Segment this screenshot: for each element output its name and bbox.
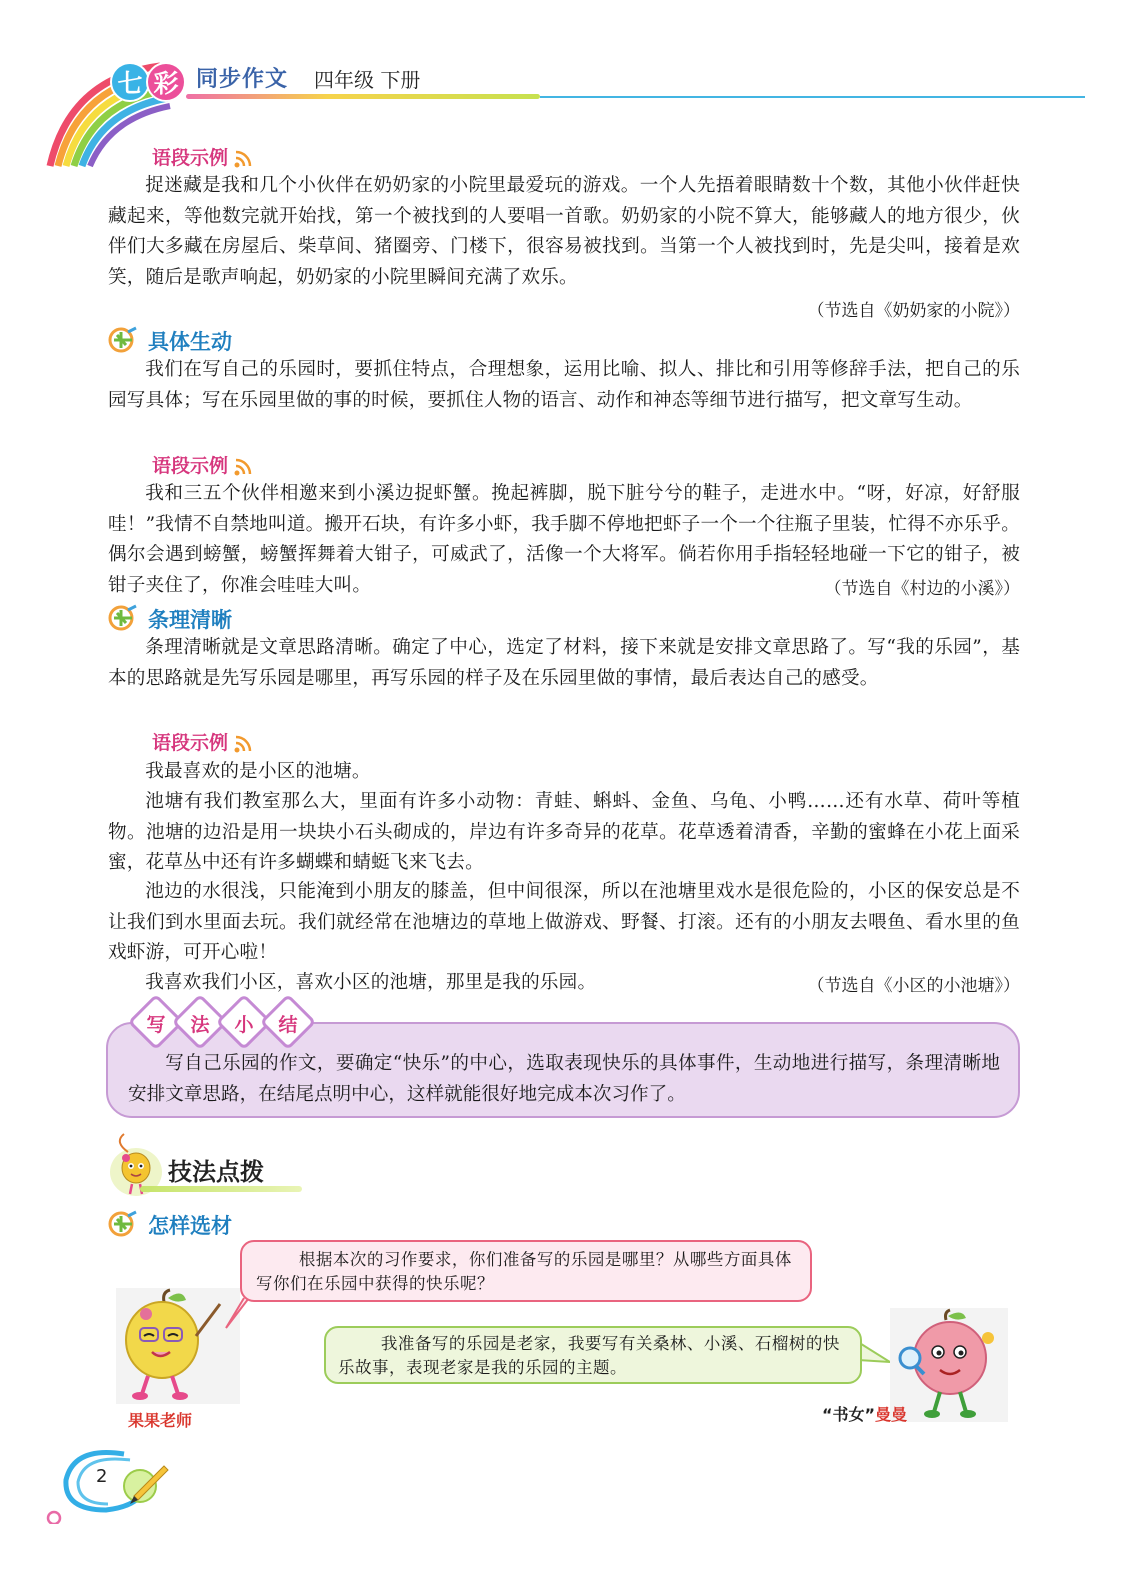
sample-text-2: 我和三五个伙伴相邀来到小溪边捉虾蟹。挽起裤脚，脱下脏兮兮的鞋子，走进水中。“呀，好凉，好舒服哇！”我情不自禁地叫道。搬开石块，有许多小虾，我手脚不停地把虾子一个一个往瓶子里装，忙得不亦乐乎。偶尔会遇到螃蟹，螃蟹挥舞着大钳子，可威武了，活像一个大将军。倘若你用手指轻轻地碰一下它的钳子，被钳子夹住了，你准会哇哇大叫。 <box>108 483 1020 596</box>
section-title-vivid: 具体生动 <box>148 330 232 354</box>
header-rule-blue <box>540 96 1085 98</box>
header-badge-qi: 七 <box>110 62 150 102</box>
header-grade: 四年级 下册 <box>314 68 421 92</box>
header-badge-cai: 彩 <box>146 62 186 102</box>
sample-heading-3 <box>152 728 254 755</box>
student-peach-icon <box>890 1308 1008 1422</box>
section-title-clear: 条理清晰 <box>148 608 232 632</box>
summary-tab-3: 小 <box>234 1014 254 1036</box>
student-name-label <box>822 1402 907 1425</box>
summary-text: 写自己乐园的作文，要确定“快乐”的中心，选取表现快乐的具体事件，生动地进行描写，条理清晰地安排文章思路，在结尾点明中心，这样就能很好地完成本次习作了。 <box>128 1053 1000 1105</box>
sample-text-1: 捉迷藏是我和几个小伙伴在奶奶家的小院里最爱玩的游戏。一个人先捂着眼睛数十个数，其他小伙伴赶快藏起来，等他数完就开始找，第一个被找到的人要唱一首歌。奶奶家的小院不算大，能够藏人的地方很少，伙伴们大多藏在房屋后、柴草间、猪圈旁、门楼下，很容易被找到。当第一个人被找到时，先是尖叫，接着是欢笑，随后是歌声响起，奶奶家的小院里瞬间充满了欢乐。 <box>108 175 1020 288</box>
sample-text-3-p2: 池塘有我们教室那么大，里面有许多小动物：青蛙、蝌蚪、金鱼、乌龟、小鸭……还有水草、荷叶等植物。池塘的边沿是用一块块小石头砌成的，岸边有许多奇异的花草。花草透着清香，辛勤的蜜蜂在小花上面采蜜，花草丛中还有许多蝴蝶和蜻蜓飞来飞去。 <box>108 791 1020 873</box>
header-rule-gradient <box>186 94 540 99</box>
summary-tab-4: 结 <box>278 1014 298 1036</box>
signal-icon <box>234 458 254 476</box>
page-number: 2 <box>96 1466 108 1487</box>
section-icon <box>108 326 138 354</box>
section-title-select: 怎样选材 <box>148 1214 232 1238</box>
teacher-speech-text: 根据本次的习作要求，你们准备写的乐园是哪里？从哪些方面具体写你们在乐园中获得的快乐呢？ <box>256 1250 792 1293</box>
sample-text-3-p4: 我喜欢我们小区，喜欢小区的池塘，那里是我的乐园。 <box>145 972 597 993</box>
teacher-speech-bubble <box>240 1240 812 1302</box>
student-name-prefix: “书女” <box>822 1405 876 1424</box>
section-text-vivid: 我们在写自己的乐园时，要抓住特点，合理想象，运用比喻、拟人、排比和引用等修辞手法，把自己的乐园写具体；写在乐园里做的事的时候，要抓住人物的语言、动作和神态等细节进行描写，把文章写生动。 <box>108 359 1020 411</box>
sample-label: 语段示例 <box>152 732 229 754</box>
sample-label: 语段示例 <box>152 455 229 477</box>
signal-icon <box>234 150 254 168</box>
source-1: （节选自《奶奶家的小院》） <box>807 301 1020 321</box>
section-heading-clear <box>108 604 232 634</box>
sample-heading-2 <box>152 451 254 478</box>
sample-heading-1 <box>152 143 254 170</box>
student-speech-text: 我准备写的乐园是老家，我要写有关桑林、小溪、石榴树的快乐故事，表现老家是我的乐园的主题。 <box>338 1334 840 1377</box>
signal-icon <box>234 735 254 753</box>
source-2: （节选自《村边的小溪》） <box>824 579 1020 599</box>
student-name: 曼曼 <box>875 1405 908 1424</box>
summary-tab-2: 法 <box>190 1014 210 1036</box>
sample-text-3-p1: 我最喜欢的是小区的池塘。 <box>145 761 371 782</box>
sample-label: 语段示例 <box>152 147 229 169</box>
section-heading-vivid <box>108 326 232 356</box>
summary-tab-1: 写 <box>146 1014 166 1036</box>
technique-title: 技法点拨 <box>168 1158 264 1186</box>
section-heading-select <box>108 1210 232 1240</box>
student-speech-bubble <box>324 1326 862 1384</box>
page-number-swirl <box>44 1440 174 1524</box>
header-brand: 同步作文 <box>196 67 289 92</box>
teacher-name-label: 果果老师 <box>128 1411 193 1430</box>
section-icon <box>108 1210 138 1238</box>
source-3: （节选自《小区的小池塘》） <box>807 976 1020 996</box>
section-text-clear: 条理清晰就是文章思路清晰。确定了中心，选定了材料，接下来就是安排文章思路了。写“我的乐园”，基本的思路就是先写乐园是哪里，再写乐园的样子及在乐园里做的事情，最后表达自己的感受。 <box>108 637 1020 689</box>
sample-text-3-p3: 池边的水很浅，只能淹到小朋友的膝盖，但中间很深，所以在池塘里戏水是很危险的，小区的保安总是不让我们到水里面去玩。我们就经常在池塘边的草地上做游戏、野餐、打滚。还有的小朋友去喂鱼、看水里的鱼戏虾游，可开心啦！ <box>108 881 1020 963</box>
teacher-apple-icon <box>116 1288 240 1404</box>
section-icon <box>108 604 138 632</box>
